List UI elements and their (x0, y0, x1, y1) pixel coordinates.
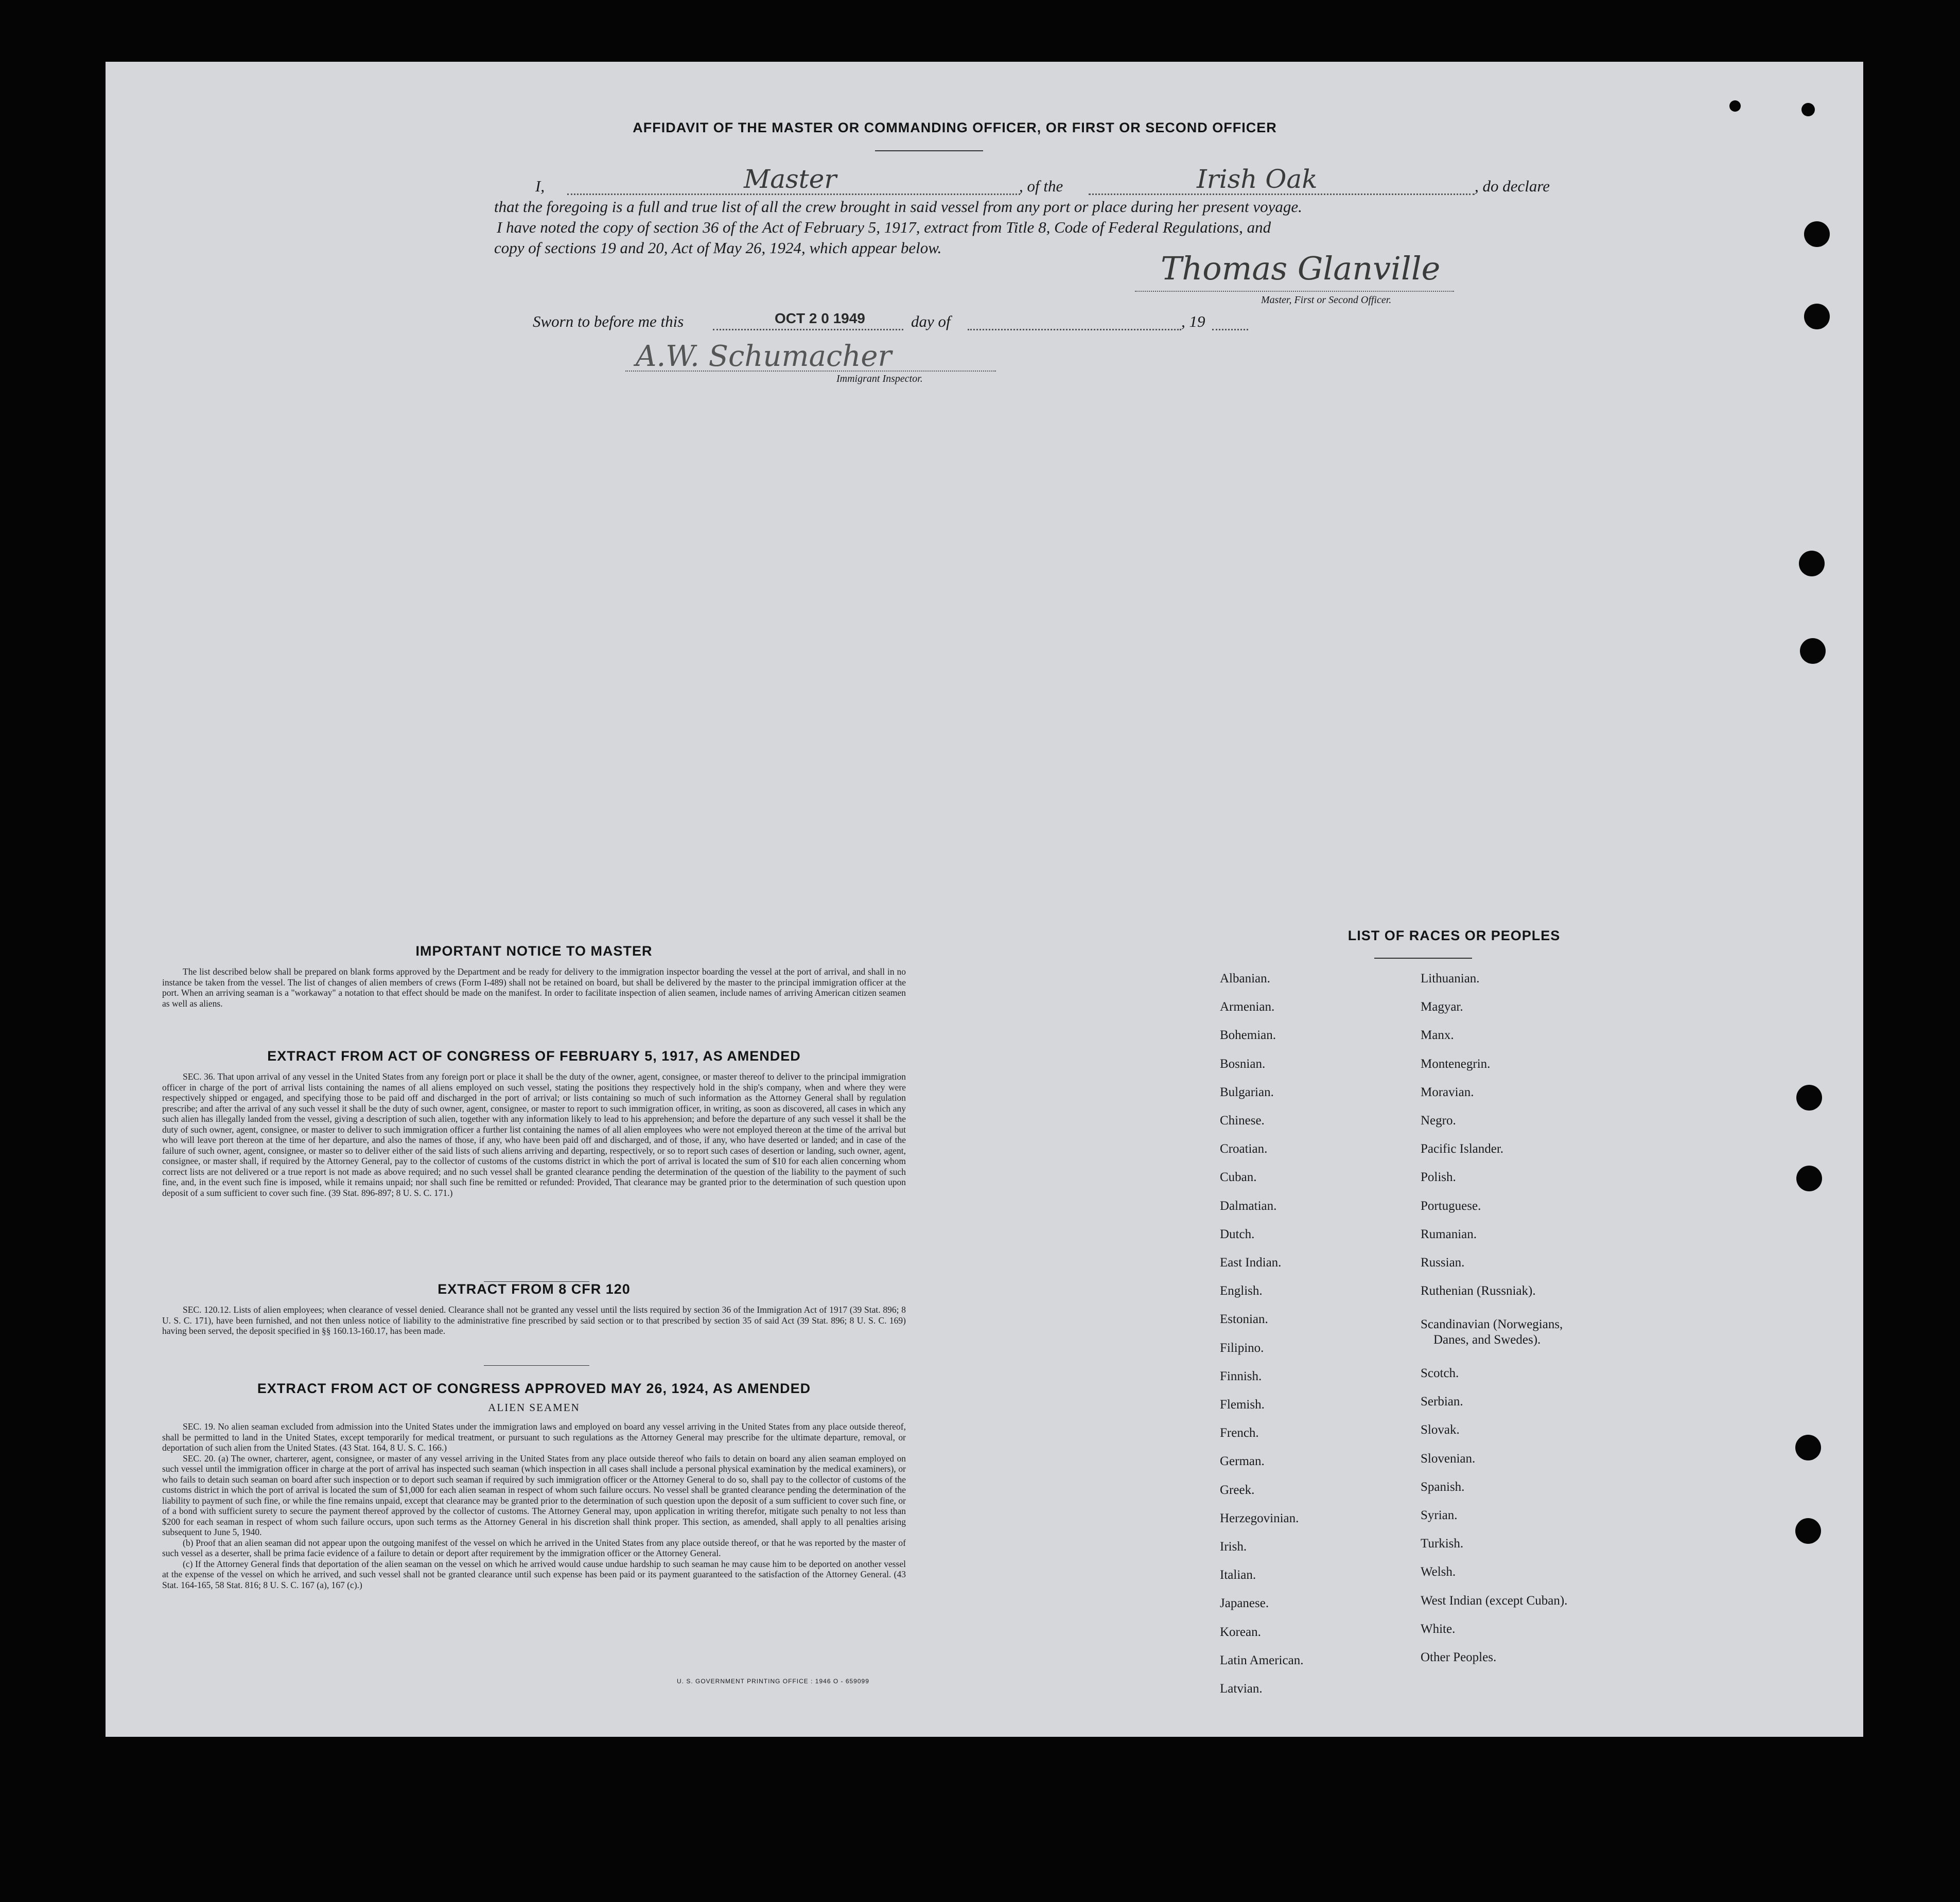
race-item: Korean. (1220, 1625, 1261, 1639)
inspector-signature: A.W. Schumacher (636, 340, 892, 373)
race-item: Finnish. (1220, 1369, 1262, 1383)
sec20c-paragraph: (c) If the Attorney General finds that deportation of the alien seaman on the vessel on which he arrived would cause undue hardship to such seaman he may cause him to be deported on another vessel at the expense of the vessel on which he arrived, and such vessel shall not be granted clearance until such expense has been paid or its payment guaranteed to the satisfaction of the Attorney General. (43 Stat. 164-165, 58 Stat. 816; 8 U. S. C. 167 (a), 167 (c).) (162, 1558, 906, 1590)
inspector-line (625, 371, 996, 372)
sec20a-paragraph: SEC. 20. (a) The owner, charterer, agent, consignee, or master of any vessel arriving in the United States from any place outside thereof who fails to detain on board any alien seaman employed on such vessel until the immigration officer in charge at the port of arrival has inspected such seaman (which inspection in all cases shall include a personal physical examination by the medical examiners), or who fails to detain such seaman on board after such inspection or to deport such seaman if required by such immigration officer or the Attorney General to do so, shall pay to the collector of customs of the customs district in which the port of arrival is located the sum of $1,000 for each alien seaman in respect of whom such failure occurs. No vessel shall be granted clearance pending the determination of the liability to payment of such fine, or while the fine remains unpaid, except that clearance may be granted prior to the determination of such question upon the deposit of a sum sufficient to cover such fine, or of a bond with sufficient surety to secure the payment thereof approved by the collector of customs. The Attorney General may, upon application in writing therefor, mitigate such penalty to not less than $200 for each seaman in respect of whom such failure occurs, upon such terms as the Attorney General in his discretion shall think proper. This section, as amended, shall apply to all penalties arising subsequent to June 5, 1940. (162, 1453, 906, 1537)
race-item: Negro. (1421, 1114, 1456, 1128)
year-label: , 19 (1181, 312, 1205, 330)
race-item: Pacific Islander. (1421, 1142, 1504, 1156)
signature-line (1135, 291, 1454, 292)
race-item: Greek. (1220, 1483, 1255, 1497)
race-item: Dalmatian. (1220, 1199, 1277, 1213)
extract-cfr-heading: EXTRACT FROM 8 CFR 120 (437, 1281, 631, 1297)
race-item: German. (1220, 1454, 1265, 1469)
race-item: Portuguese. (1421, 1199, 1481, 1213)
inspector-caption: Immigrant Inspector. (836, 373, 923, 384)
section-rule (484, 1365, 589, 1366)
race-item: Manx. (1421, 1028, 1454, 1043)
race-item: Bulgarian. (1220, 1085, 1274, 1099)
race-item: Bosnian. (1220, 1056, 1266, 1071)
race-item: Irish. (1220, 1540, 1247, 1554)
extract-1924-body (162, 1421, 906, 1590)
race-item: French. (1220, 1426, 1259, 1440)
punch-hole (1795, 1518, 1821, 1544)
race-item: Latvian. (1220, 1682, 1263, 1696)
signature-caption: Master, First or Second Officer. (1261, 294, 1392, 306)
race-item: Other Peoples. (1421, 1650, 1497, 1664)
do-declare-label: , do declare (1475, 177, 1550, 195)
race-item: Magyar. (1421, 1000, 1463, 1014)
race-item: Polish. (1421, 1170, 1456, 1185)
declaration-line-3: I have noted the copy of section 36 of the Act of February 5, 1917, extract from Title 8, Code of Federal Regulations, and (497, 218, 1271, 236)
race-item: Italian. (1220, 1568, 1256, 1582)
race-item: Armenian. (1220, 1000, 1275, 1014)
title-rule (875, 150, 983, 151)
master-signature: Thomas Glanville (1161, 250, 1441, 287)
race-item: Slovak. (1421, 1423, 1460, 1437)
race-item: Spanish. (1421, 1480, 1465, 1494)
race-item: East Indian. (1220, 1256, 1282, 1270)
races-rule (1374, 958, 1472, 959)
race-item: Estonian. (1220, 1312, 1268, 1327)
race-item: Japanese. (1220, 1596, 1269, 1611)
race-item: Welsh. (1421, 1565, 1456, 1579)
punch-hole (1795, 1435, 1821, 1460)
race-item: Bohemian. (1220, 1028, 1276, 1043)
race-item: Herzegovinian. (1220, 1511, 1299, 1525)
notice-heading: IMPORTANT NOTICE TO MASTER (415, 943, 653, 959)
race-item: Chinese. (1220, 1114, 1265, 1128)
year-field-line (1212, 329, 1248, 330)
name-field-value: Master (744, 164, 837, 194)
punch-hole (1729, 100, 1741, 112)
sworn-line (106, 311, 1863, 337)
punch-hole (1799, 551, 1825, 576)
race-item: Slovenian. (1421, 1451, 1476, 1466)
sworn-date-line (713, 329, 903, 330)
affidavit-title: AFFIDAVIT OF THE MASTER OR COMMANDING OFFICER, OR FIRST OR SECOND OFFICER (633, 120, 1277, 135)
race-item: Ruthenian (Russniak). (1421, 1284, 1536, 1298)
race-item: Lithuanian. (1421, 972, 1480, 985)
race-item: Scotch. (1421, 1366, 1459, 1380)
extract-cfr-body: SEC. 120.12. Lists of alien employees; when clearance of vessel denied. Clearance shall not be granted any vessel until the lists required by section 36 of the Immigration Act of 1917 (39 Stat. 896; 8 U. S. C. 171), have been furnished, and not then unless notice of liability to the administrative fine prescribed by said section or to that prescribed by section 35 of said Act (39 Stat. 896; 8 U. S. C. 169) having been served, the deposit specified in §§ 160.13-160.17, has been made. (162, 1305, 906, 1336)
document-page (106, 62, 1863, 1737)
race-item: West Indian (except Cuban). (1421, 1593, 1568, 1608)
race-item: Montenegrin. (1421, 1056, 1491, 1071)
month-field-line (968, 329, 1181, 330)
sec20b-paragraph: (b) Proof that an alien seaman did not appear upon the outgoing manifest of the vessel on which he arrived in the United States from any place outside thereof, or that he was reported by the master of such vessel as a deserter, shall be prima facie evidence of a failure to detain or deport after requirement by the immigration officer or the Attorney General. (162, 1537, 906, 1558)
race-item: Danes, and Swedes). (1433, 1333, 1541, 1347)
extract-1924-heading: EXTRACT FROM ACT OF CONGRESS APPROVED MAY 26, 1924, AS AMENDED (257, 1381, 811, 1396)
race-item: Croatian. (1220, 1142, 1268, 1156)
alien-seamen-subheading: ALIEN SEAMEN (488, 1401, 580, 1414)
races-heading: LIST OF RACES OR PEOPLES (1347, 928, 1561, 943)
race-item: Turkish. (1421, 1537, 1464, 1551)
race-item: Flemish. (1220, 1398, 1265, 1412)
sec19-paragraph: SEC. 19. No alien seaman excluded from admission into the United States under the immigration laws and employed on board any vessel arriving in the United States from any place outside thereof, shall be permitted to land in the United States, except temporarily for medical treatment, or pursuant to such regulations as the Attorney General may prescribe for the ultimate departure, removal, or deportation of such alien from the United States. (43 Stat. 164, 8 U. S. C. 166.) (162, 1421, 906, 1453)
punch-hole (1796, 1085, 1822, 1111)
punch-hole (1804, 221, 1830, 247)
vessel-field-value: Irish Oak (1197, 164, 1318, 194)
notice-body: The list described below shall be prepared on blank forms approved by the Department and be ready for delivery to the immigration inspector boarding the vessel at the port of arrival, and shall in no instance be taken from the vessel. The list of changes of alien members of crews (Form I-489) shall not be retained on board, but shall be delivered by the master to the principal immigration officer at the port. When an arriving seaman is a "workaway" a notation to that effect should be made on the manifest. In order to facilitate inspection of alien seamen, include names of arriving American citizen seamen as well as aliens. (162, 966, 906, 1009)
race-item: Syrian. (1421, 1508, 1458, 1522)
race-item: Cuban. (1220, 1170, 1257, 1185)
race-item: English. (1220, 1284, 1263, 1298)
race-item: Dutch. (1220, 1227, 1255, 1241)
declaration-line-4: copy of sections 19 and 20, Act of May 26, 1924, which appear below. (494, 239, 942, 257)
race-item: Russian. (1421, 1256, 1465, 1270)
extract-1917-body: SEC. 36. That upon arrival of any vessel in the United States from any foreign port or place it shall be the duty of the owner, agent, consignee, or master thereof to deliver to the principal immigration officer in charge of the port of arrival lists containing the names of all aliens employed on such vessel, stating the positions they respectively hold in the ship's company, when and where they were respectively shipped or engaged, and specifying those to be paid off and discharged in the port of arrival; or lists containing so much of such information as the Attorney General shall by regulation prescribe; and after the arrival of any such vessel it shall be the duty of such owner, agent, consignee, or master to report to such immigration officer, in writing, as soon as discovered, all cases in which any such alien has illegally landed from the vessel, giving a description of such alien, together with any information likely to lead to his apprehension; and before the departure of any such vessel it shall be the duty of such owner, agent, consignee, or master to deliver to such immigration officer a further list containing the names of all alien employees who were not employed thereon at the time of the arrival but who will leave port thereon at the time of her departure, and also the names of those, if any, who have been paid off and discharged, and of those, if any, who have deserted or landed; and in case of the failure of such owner, agent, consignee, or master so to deliver either of the said lists of such aliens arriving and departing, respectively, or so to report such cases of desertion or landing, such owner, agent, consignee, or master shall, if required by the Attorney General, pay to the collector of customs of the customs district in which the port of arrival is located the sum of $10 for each alien concerning whom correct lists are not delivered or a true report is not made as above required; and no such vessel shall be granted clearance pending the determination of the question of the liability to the payment of such fine, and, in the event such fine is imposed, while it remains unpaid; nor shall such fine be remitted or refunded: Provided, That clearance may be granted prior to the determination of such question upon deposit of a sum sufficient to cover such fine. (39 Stat. 896-897; 8 U. S. C. 171.) (162, 1071, 906, 1198)
day-of-label: day of (911, 312, 951, 330)
sworn-label: Sworn to before me this (533, 312, 684, 330)
race-item: Rumanian. (1421, 1227, 1477, 1241)
i-label: I, (535, 177, 545, 195)
printer-imprint: U. S. GOVERNMENT PRINTING OFFICE : 1946 O - 659099 (677, 1678, 869, 1685)
of-the-label: , of the (1019, 177, 1063, 195)
declaration-line-2: that the foregoing is a full and true list of all the crew brought in said vessel from any port or place during her present voyage. (494, 198, 1302, 216)
race-item: Moravian. (1421, 1085, 1474, 1099)
race-item: Latin American. (1220, 1653, 1304, 1667)
race-item: Scandinavian (Norwegians, (1421, 1317, 1563, 1331)
punch-hole (1800, 638, 1826, 664)
sworn-date-stamp: OCT 2 0 1949 (775, 310, 865, 326)
extract-1917-heading: EXTRACT FROM ACT OF CONGRESS OF FEBRUARY 5, 1917, AS AMENDED (267, 1048, 801, 1064)
race-item: Albanian. (1220, 972, 1270, 985)
race-item: Filipino. (1220, 1341, 1264, 1355)
race-item: White. (1421, 1622, 1456, 1636)
punch-hole (1801, 103, 1815, 116)
race-item: Serbian. (1421, 1395, 1463, 1409)
punch-hole (1796, 1166, 1822, 1191)
